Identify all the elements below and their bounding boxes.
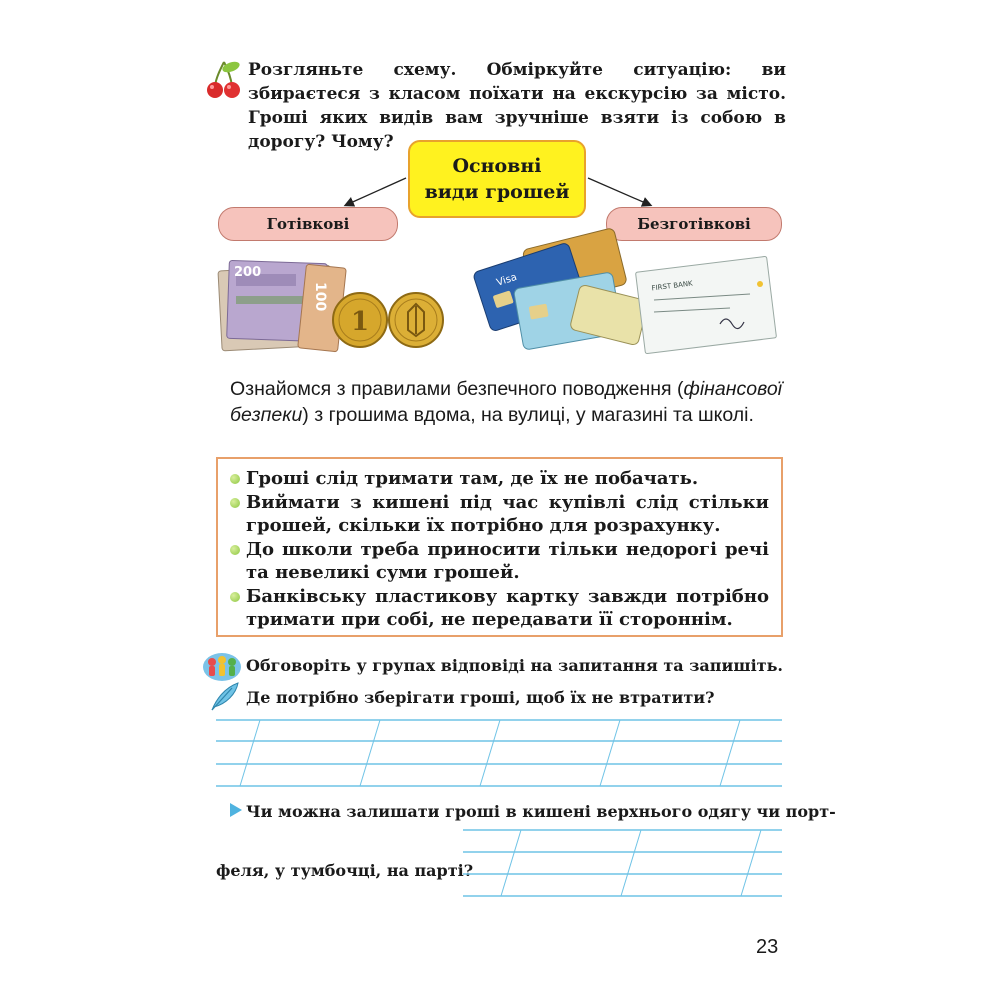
svg-text:1: 1 (350, 307, 370, 337)
rule-text: Банківську пластикову картку завжди потрібно тримати при собі, не передавати її стороннім. (246, 585, 769, 630)
main-box-line2: види грошей (424, 181, 570, 203)
rule-item (230, 491, 769, 538)
question-2-part1: Чи можна залишати гроші в кишені верхнього одягу чи порт- (246, 802, 836, 821)
answer-lines-1[interactable] (216, 718, 782, 788)
question-1: Де потрібно зберігати гроші, щоб їх не втратити? (246, 688, 715, 707)
rule-text: Гроші слід тримати там, де їх не побачать. (246, 468, 699, 489)
rule-item (230, 585, 769, 632)
check-bank-name: FIRST BANK (651, 279, 694, 293)
arrow-to-cashless (588, 178, 650, 205)
cashless-illustration (470, 228, 780, 356)
cashless-label: Безготівкові (637, 215, 751, 233)
rules-intro-pre: Ознайомся з правилами безпечного поводження ( (230, 378, 684, 400)
main-box-line1: Основні (452, 155, 542, 177)
intro-text: Розгляньте схему. Обміркуйте ситуацію: ви збираєтеся з класом поїхати на екскурсію за місто. Гроші яких видів вам зручніше взяти із собою в дорогу? Чому? (248, 60, 786, 152)
cash-illustration (216, 254, 448, 354)
page-number: 23 (756, 936, 779, 958)
bank-check-image (635, 256, 776, 353)
bullet-icon (230, 592, 240, 602)
diagram-arrows (0, 0, 1000, 260)
group-icon (202, 652, 242, 682)
answer-lines-2[interactable] (463, 828, 782, 898)
discussion-instruction: Обговоріть у групах відповіді на запитання та запишіть. (246, 656, 783, 675)
rules-intro-post: ) з грошима вдома, на вулиці, у магазині та школі. (302, 404, 754, 426)
bullet-icon (230, 474, 240, 484)
rule-text: До школи треба приносити тільки недорогі речі та невеликі суми грошей. (246, 538, 769, 583)
rule-text: Виймати з кишені під час купівлі слід стільки грошей, скільки їх потрібно для розрахунку. (246, 491, 769, 536)
cash-label: Готівкові (266, 215, 350, 233)
coins-image (333, 293, 443, 347)
feather-icon (208, 680, 240, 712)
rule-item (230, 467, 769, 491)
card-brand: Visa (495, 271, 519, 289)
rules-intro (230, 376, 782, 428)
question-2-part2: феля, у тумбочці, на парті? (216, 861, 474, 880)
bullet-icon (230, 545, 240, 555)
rule-item (230, 538, 769, 585)
arrow-to-cash (346, 178, 406, 205)
rules-intro-italic: фінансової безпеки (230, 378, 782, 426)
bullet-icon (230, 498, 240, 508)
banknotes-image (218, 260, 346, 352)
rules-box (216, 457, 783, 637)
triangle-bullet-icon (230, 803, 242, 822)
cash-pill (218, 207, 398, 241)
banknote-value-2: 100 (312, 282, 328, 312)
bank-cards-image (473, 228, 649, 350)
banknote-value-1: 200 (234, 265, 262, 280)
